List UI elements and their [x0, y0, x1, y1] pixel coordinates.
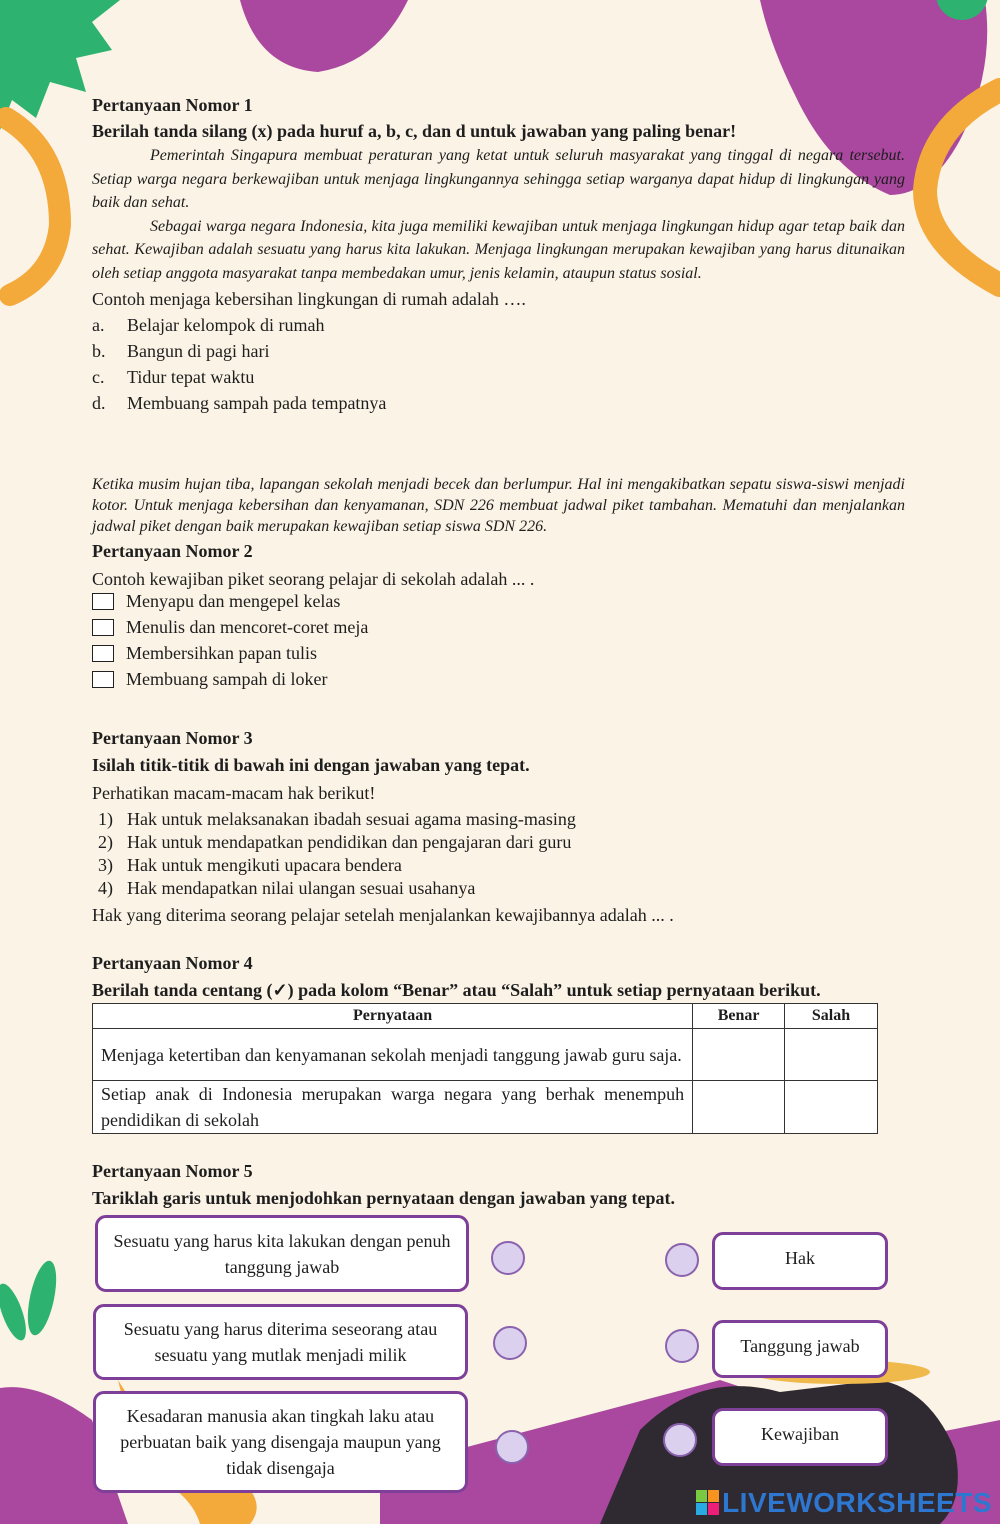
q2-option-3[interactable] — [92, 640, 368, 666]
q4-title: Pertanyaan Nomor 4 — [92, 953, 253, 973]
liveworksheets-logo — [696, 1487, 992, 1519]
q4-table — [92, 1003, 878, 1134]
match-right-dot-3[interactable] — [663, 1423, 697, 1457]
list-item: 4) Hak mendapatkan nilai ulangan sesuai usahanya — [98, 878, 476, 898]
checkbox[interactable] — [92, 593, 114, 610]
option-text: Bangun di pagi hari — [127, 341, 270, 361]
q2-option-4[interactable] — [92, 666, 368, 692]
q5-title: Pertanyaan Nomor 5 — [92, 1161, 253, 1181]
salah-cell[interactable] — [785, 1081, 878, 1134]
q3-question: Hak yang diterima seorang pelajar setelah menjalankan kewajibannya adalah ... . — [92, 905, 674, 925]
q4-instruction: Berilah tanda centang (✓) pada kolom “Benar” atau “Salah” untuk setiap pernyataan berikut. — [92, 980, 821, 1000]
green-leaf-left-shape-2 — [0, 1280, 32, 1343]
option-letter: a. — [92, 315, 105, 335]
match-right-box-3: Kewajiban — [712, 1408, 888, 1466]
q2-option-2[interactable] — [92, 614, 368, 640]
q2-passage: Ketika musim hujan tiba, lapangan sekolah menjadi becek dan berlumpur. Hal ini mengakibatkan sepatu siswa-siswi menjadi kotor. Untuk menjaga kebersihan dan kenyamanan, SDN 226 membuat jadwal piket tambahan. Mematuhi dan menjalankan jadwal piket dengan baik merupakan kewajiban setiap siswa SDN 226. — [92, 476, 905, 535]
match-right-box-1: Hak — [712, 1232, 888, 1290]
q2-question: Contoh kewajiban piket seorang pelajar di sekolah adalah ... . — [92, 569, 535, 589]
option-text: Tidur tepat waktu — [127, 367, 255, 387]
q1-paragraph-2: Sebagai warga negara Indonesia, kita juga memiliki kewajiban untuk menjaga lingkungan hidup agar tetap baik dan sehat. Kewajiban adalah sesuatu yang harus kita lakukan. Menjaga lingkungan merupakan kewajiban yang harus ditunaikan oleh setiap anggota masyarakat tanpa membedakan umur, jenis kelamin, ataupun status sosial. — [92, 217, 905, 282]
match-right-dot-2[interactable] — [665, 1329, 699, 1363]
match-left-box-3: Kesadaran manusia akan tingkah laku atau perbuatan baik yang disengaja maupun yang tidak disengaja — [93, 1391, 468, 1493]
list-item: 3) Hak untuk mengikuti upacara bendera — [98, 855, 402, 875]
statement-cell: Menjaga ketertiban dan kenyamanan sekolah menjadi tanggung jawab guru saja. — [93, 1029, 693, 1081]
q2-options — [92, 588, 368, 692]
table-header-true: Benar — [693, 1004, 785, 1029]
match-left-dot-2[interactable] — [493, 1326, 527, 1360]
checkbox[interactable] — [92, 671, 114, 688]
q1-title: Pertanyaan Nomor 1 — [92, 95, 253, 115]
q1-option-c[interactable] — [92, 364, 905, 390]
liveworksheets-logo-icon — [696, 1490, 720, 1516]
match-left-box-2: Sesuatu yang harus diterima seseorang atau sesuatu yang mutlak menjadi milik — [93, 1304, 468, 1380]
q3-instruction: Isilah titik-titik di bawah ini dengan jawaban yang tepat. — [92, 755, 530, 775]
checkbox[interactable] — [92, 645, 114, 662]
match-right-dot-1[interactable] — [665, 1243, 699, 1277]
q1-option-a[interactable] — [92, 312, 905, 338]
benar-cell[interactable] — [693, 1029, 785, 1081]
worksheet-content — [92, 92, 905, 1208]
option-text: Membersihkan papan tulis — [126, 643, 317, 663]
q1-question: Contoh menjaga kebersihan lingkungan di rumah adalah …. — [92, 289, 526, 309]
statement-cell: Setiap anak di Indonesia merupakan warga negara yang berhak menempuh pendidikan di sekolah — [93, 1081, 693, 1134]
option-text: Membuang sampah di loker — [126, 669, 328, 689]
table-row — [93, 1029, 878, 1081]
benar-cell[interactable] — [693, 1081, 785, 1134]
list-item: 1) Hak untuk melaksanakan ibadah sesuai agama masing-masing — [98, 809, 576, 829]
match-left-dot-3[interactable] — [495, 1430, 529, 1464]
option-letter: d. — [92, 393, 106, 413]
table-header-statement: Pernyataan — [93, 1004, 693, 1029]
match-right-box-2: Tanggung jawab — [712, 1320, 888, 1378]
q1-option-b[interactable] — [92, 338, 905, 364]
option-letter: b. — [92, 341, 106, 361]
option-letter: c. — [92, 367, 105, 387]
match-left-dot-1[interactable] — [491, 1241, 525, 1275]
q5-instruction: Tariklah garis untuk menjodohkan pernyataan dengan jawaban yang tepat. — [92, 1188, 675, 1208]
list-item: 2) Hak untuk mendapatkan pendidikan dan pengajaran dari guru — [98, 832, 572, 852]
option-text: Membuang sampah pada tempatnya — [127, 393, 387, 413]
q3-intro: Perhatikan macam-macam hak berikut! — [92, 783, 376, 803]
q1-instruction: Berilah tanda silang (x) pada huruf a, b, c, dan d untuk jawaban yang paling benar! — [92, 121, 737, 141]
q3-title: Pertanyaan Nomor 3 — [92, 728, 253, 748]
table-row — [93, 1081, 878, 1134]
q3-rights-list — [92, 808, 576, 900]
option-text: Menulis dan mencoret-coret meja — [126, 617, 369, 637]
table-header-false: Salah — [785, 1004, 878, 1029]
q1-paragraph-1: Pemerintah Singapura membuat peraturan yang ketat untuk seluruh masyarakat yang tinggal di negara tersebut. Setiap warga negara berkewajiban untuk menjaga lingkungannya sehingga setiap warganya dapat hidup di lingkungan yang baik dan sehat. — [92, 147, 905, 211]
option-text: Menyapu dan mengepel kelas — [126, 591, 341, 611]
purple-leaf-top-shape — [240, 0, 408, 72]
q2-title: Pertanyaan Nomor 2 — [92, 541, 253, 561]
checkbox[interactable] — [92, 619, 114, 636]
orange-arc-left-shape — [6, 118, 60, 295]
q2-option-1[interactable] — [92, 588, 368, 614]
match-left-box-1: Sesuatu yang harus kita lakukan dengan penuh tanggung jawab — [95, 1215, 469, 1292]
brand-name: LIVEWORKSHEETS — [722, 1487, 992, 1518]
green-leaf-left-shape-1 — [22, 1258, 61, 1337]
q1-option-d[interactable] — [92, 390, 905, 416]
option-text: Belajar kelompok di rumah — [127, 315, 325, 335]
salah-cell[interactable] — [785, 1029, 878, 1081]
